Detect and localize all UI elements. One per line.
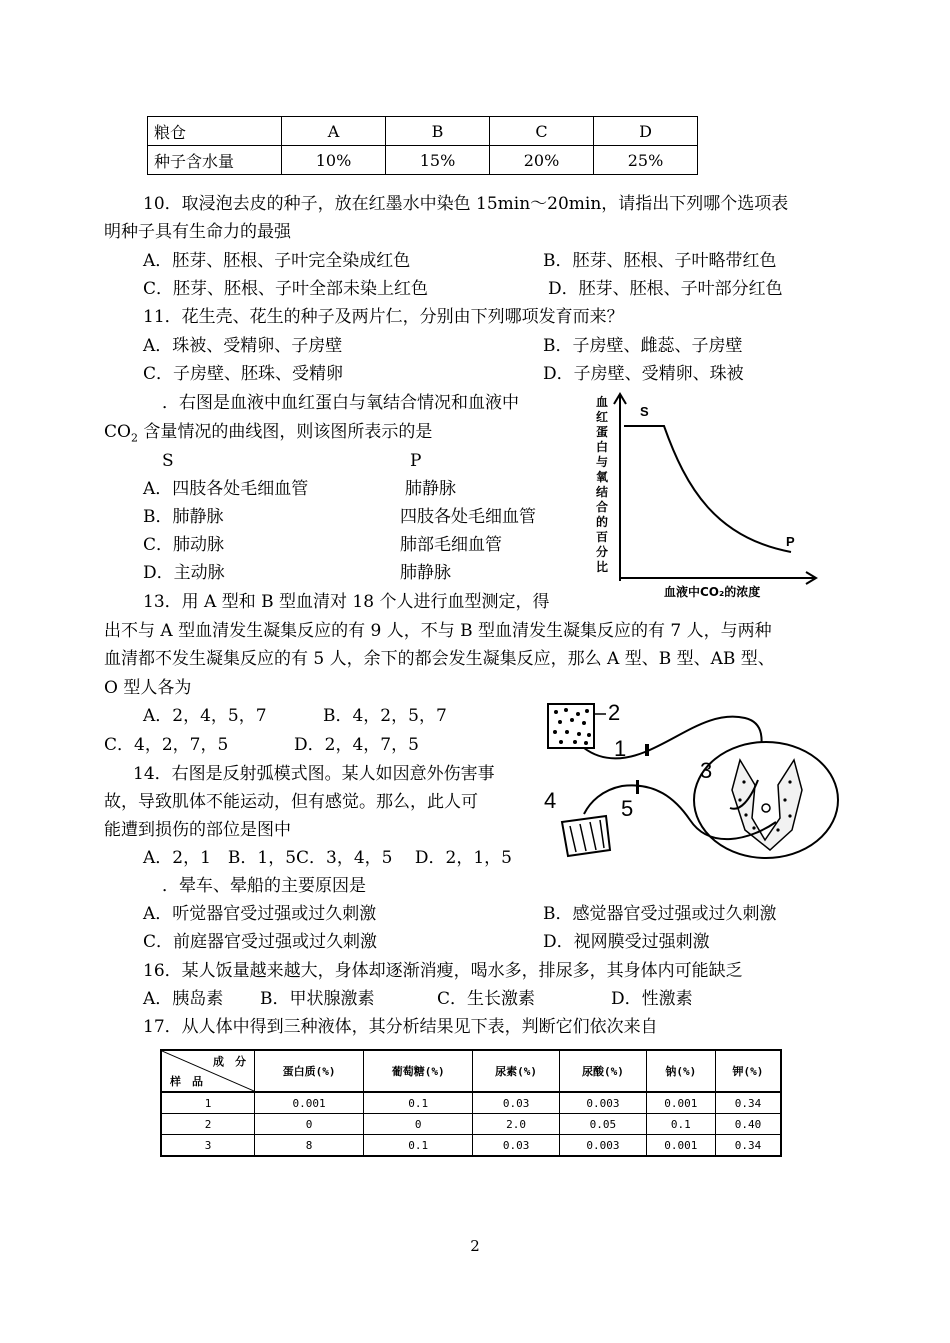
ylabel-char: 的	[596, 515, 609, 529]
q10-stem: 10．取浸泡去皮的种子，放在红墨水中染色 15min～20min，请指出下列哪个选项表	[143, 194, 789, 214]
table-cell: 0.001	[646, 1092, 715, 1114]
table-cell: 0.003	[560, 1092, 647, 1114]
ylabel-char: 结	[596, 485, 609, 499]
q11-option-a: A．珠被、受精卵、子房壁	[143, 336, 343, 356]
q16-option-a: A．胰岛素	[143, 989, 224, 1009]
table-cell: 0.03	[473, 1135, 560, 1157]
q12-col-s: S	[162, 451, 174, 471]
q12-col-p: P	[410, 451, 422, 471]
corner-bottom-label: 样 品	[170, 1075, 203, 1088]
q16-stem: 16．某人饭量越来越大，身体却逐渐消瘦，喝水多，排尿多，其身体内可能缺乏	[143, 961, 743, 981]
ylabel-char: 血	[596, 395, 609, 409]
table-row	[161, 1135, 781, 1157]
q12-option-a-s: A．四肢各处毛细血管	[143, 479, 309, 499]
table-cell: 0.001	[646, 1135, 715, 1157]
q15-option-c: C．前庭器官受过强或过久刺激	[143, 932, 378, 952]
q12-stem-rest: 含量情况的曲线图，则该图所表示的是	[137, 422, 433, 442]
q10-stem-cont: 明种子具有生命力的最强	[104, 222, 291, 242]
co2-subscript: 2	[130, 431, 138, 445]
q17-stem: 17．从人体中得到三种液体，其分析结果见下表，判断它们依次来自	[143, 1017, 658, 1037]
table-cell: 0.40	[715, 1114, 781, 1135]
table-row	[148, 146, 698, 175]
q15-option-b: B．感觉器官受过强或过久刺激	[543, 904, 777, 924]
table-row	[161, 1092, 781, 1114]
q16-option-b: B．甲状腺激素	[260, 989, 375, 1009]
table-cell: 25%	[594, 146, 698, 175]
q12-stem: ．右图是血液中血红蛋白与氧结合情况和血液中	[162, 393, 519, 413]
q12-option-c-s: C．肺动脉	[143, 535, 225, 555]
q14-stem-cont: 故，导致肌体不能运动，但有感觉。那么，此人可	[104, 792, 478, 812]
label-4: 4	[544, 788, 557, 813]
ylabel-char: 氧	[596, 470, 609, 484]
column-header: 尿酸(%)	[560, 1050, 647, 1092]
table-cell: 0.03	[473, 1092, 560, 1114]
q13-stem-cont: 出不与 A 型血清发生凝集反应的有 9 人，不与 B 型血清发生凝集反应的有 7 人，与两种	[104, 621, 772, 641]
q15-option-a: A．听觉器官受过强或过久刺激	[143, 904, 377, 924]
table-cell: 0.34	[715, 1135, 781, 1157]
column-header: 蛋白质(%)	[255, 1050, 364, 1092]
table-cell: 0.34	[715, 1092, 781, 1114]
column-header: 钠(%)	[646, 1050, 715, 1092]
table-cell: B	[386, 117, 490, 146]
q10-option-d: D．胚芽、胚根、子叶部分红色	[548, 279, 783, 299]
table-cell: 3	[161, 1135, 255, 1157]
label-1: 1	[614, 736, 627, 761]
q11-option-c: C．子房壁、胚珠、受精卵	[143, 364, 344, 384]
q14-stem-cont: 能遭到损伤的部位是图中	[104, 820, 291, 840]
q10-option-a: A．胚芽、胚根、子叶完全染成红色	[143, 251, 411, 271]
q14-options: A．2，1 B．1，5C．3，4，5 D．2，1，5	[143, 848, 512, 868]
q13-option-c: C．4，2，7，5	[104, 735, 229, 755]
corner-top-label: 成 分	[213, 1055, 246, 1068]
saturation-curve	[624, 426, 791, 552]
table-corner-cell	[161, 1050, 255, 1092]
graph-label-s: S	[640, 404, 649, 419]
graph-label-p: P	[786, 534, 795, 549]
table-cell: 10%	[282, 146, 386, 175]
ylabel-char: 比	[596, 560, 609, 574]
table-cell: A	[282, 117, 386, 146]
hemoglobin-graph	[586, 388, 826, 603]
reflex-arc-diagram	[540, 690, 842, 862]
q12-option-d-p: 肺静脉	[400, 563, 451, 583]
granary-table	[147, 116, 698, 175]
column-header: 尿素(%)	[473, 1050, 560, 1092]
ylabel-char: 百	[596, 530, 609, 544]
q13-option-d: D．2，4，7，5	[294, 735, 419, 755]
q12-option-a-p: 肺静脉	[405, 479, 456, 499]
q14-stem: 14．右图是反射弧模式图。某人如因意外伤害事	[133, 764, 495, 784]
q13-stem: 13．用 A 型和 B 型血清对 18 个人进行血型测定，得	[143, 592, 550, 612]
label-5: 5	[621, 796, 634, 821]
graph-ylabel	[596, 394, 609, 574]
label-3: 3	[700, 758, 713, 783]
table-cell: 0.1	[364, 1092, 473, 1114]
column-header: 葡萄糖(%)	[364, 1050, 473, 1092]
q12-option-c-p: 肺部毛细血管	[400, 535, 502, 555]
q13-option-b: B．4，2，5，7	[323, 706, 447, 726]
q13-option-a: A．2，4，5，7	[143, 706, 267, 726]
table-cell: 0.05	[560, 1114, 647, 1135]
fluid-analysis-table	[160, 1049, 782, 1157]
q12-option-d-s: D．主动脉	[143, 563, 225, 583]
table-row	[161, 1114, 781, 1135]
co2-text: CO	[104, 422, 131, 442]
q11-option-b: B．子房壁、雌蕊、子房壁	[543, 336, 743, 356]
table-header-row	[161, 1050, 781, 1092]
q12-option-b-s: B．肺静脉	[143, 507, 224, 527]
table-cell: 15%	[386, 146, 490, 175]
q13-stem-cont: 血清都不发生凝集反应的有 5 人，余下的都会发生凝集反应，那么 A 型、B 型、AB 型、	[104, 649, 775, 669]
column-header: 钾(%)	[715, 1050, 781, 1092]
q15-stem: ．晕车、晕船的主要原因是	[162, 876, 366, 896]
q12-stem-cont	[104, 421, 432, 449]
q10-option-b: B．胚芽、胚根、子叶略带红色	[543, 251, 777, 271]
q12-option-b-p: 四肢各处毛细血管	[400, 507, 536, 527]
table-cell: 0.1	[364, 1135, 473, 1157]
table-cell: D	[594, 117, 698, 146]
ylabel-char: 合	[596, 500, 609, 514]
table-cell: 2	[161, 1114, 255, 1135]
table-cell: 0	[255, 1114, 364, 1135]
table-cell: 0.003	[560, 1135, 647, 1157]
q11-stem: 11．花生壳、花生的种子及两片仁，分别由下列哪项发育而来？	[143, 307, 624, 327]
q13-stem-cont: O 型人各为	[104, 678, 192, 698]
table-cell: 1	[161, 1092, 255, 1114]
q10-option-c: C．胚芽、胚根、子叶全部未染上红色	[143, 279, 429, 299]
table-cell: 20%	[490, 146, 594, 175]
q16-option-c: C．生长激素	[437, 989, 536, 1009]
q16-option-d: D．性激素	[611, 989, 693, 1009]
q11-option-d: D．子房壁、受精卵、珠被	[543, 364, 744, 384]
table-cell: 2.0	[473, 1114, 560, 1135]
table-cell: C	[490, 117, 594, 146]
ylabel-char: 分	[596, 545, 609, 559]
ylabel-char: 与	[596, 455, 609, 469]
graph-xlabel: 血液中CO₂的浓度	[664, 585, 761, 599]
ylabel-char: 红	[596, 410, 609, 424]
ylabel-char: 白	[596, 440, 609, 454]
page-number: 2	[470, 1237, 480, 1255]
table-cell: 0.001	[255, 1092, 364, 1114]
ylabel-char: 蛋	[596, 425, 609, 439]
table-row	[148, 117, 698, 146]
label-2: 2	[608, 700, 621, 725]
table-cell: 粮仓	[148, 117, 282, 146]
table-cell: 0	[364, 1114, 473, 1135]
table-cell: 0.1	[646, 1114, 715, 1135]
q15-option-d: D．视网膜受过强刺激	[543, 932, 710, 952]
table-cell: 种子含水量	[148, 146, 282, 175]
table-cell: 8	[255, 1135, 364, 1157]
